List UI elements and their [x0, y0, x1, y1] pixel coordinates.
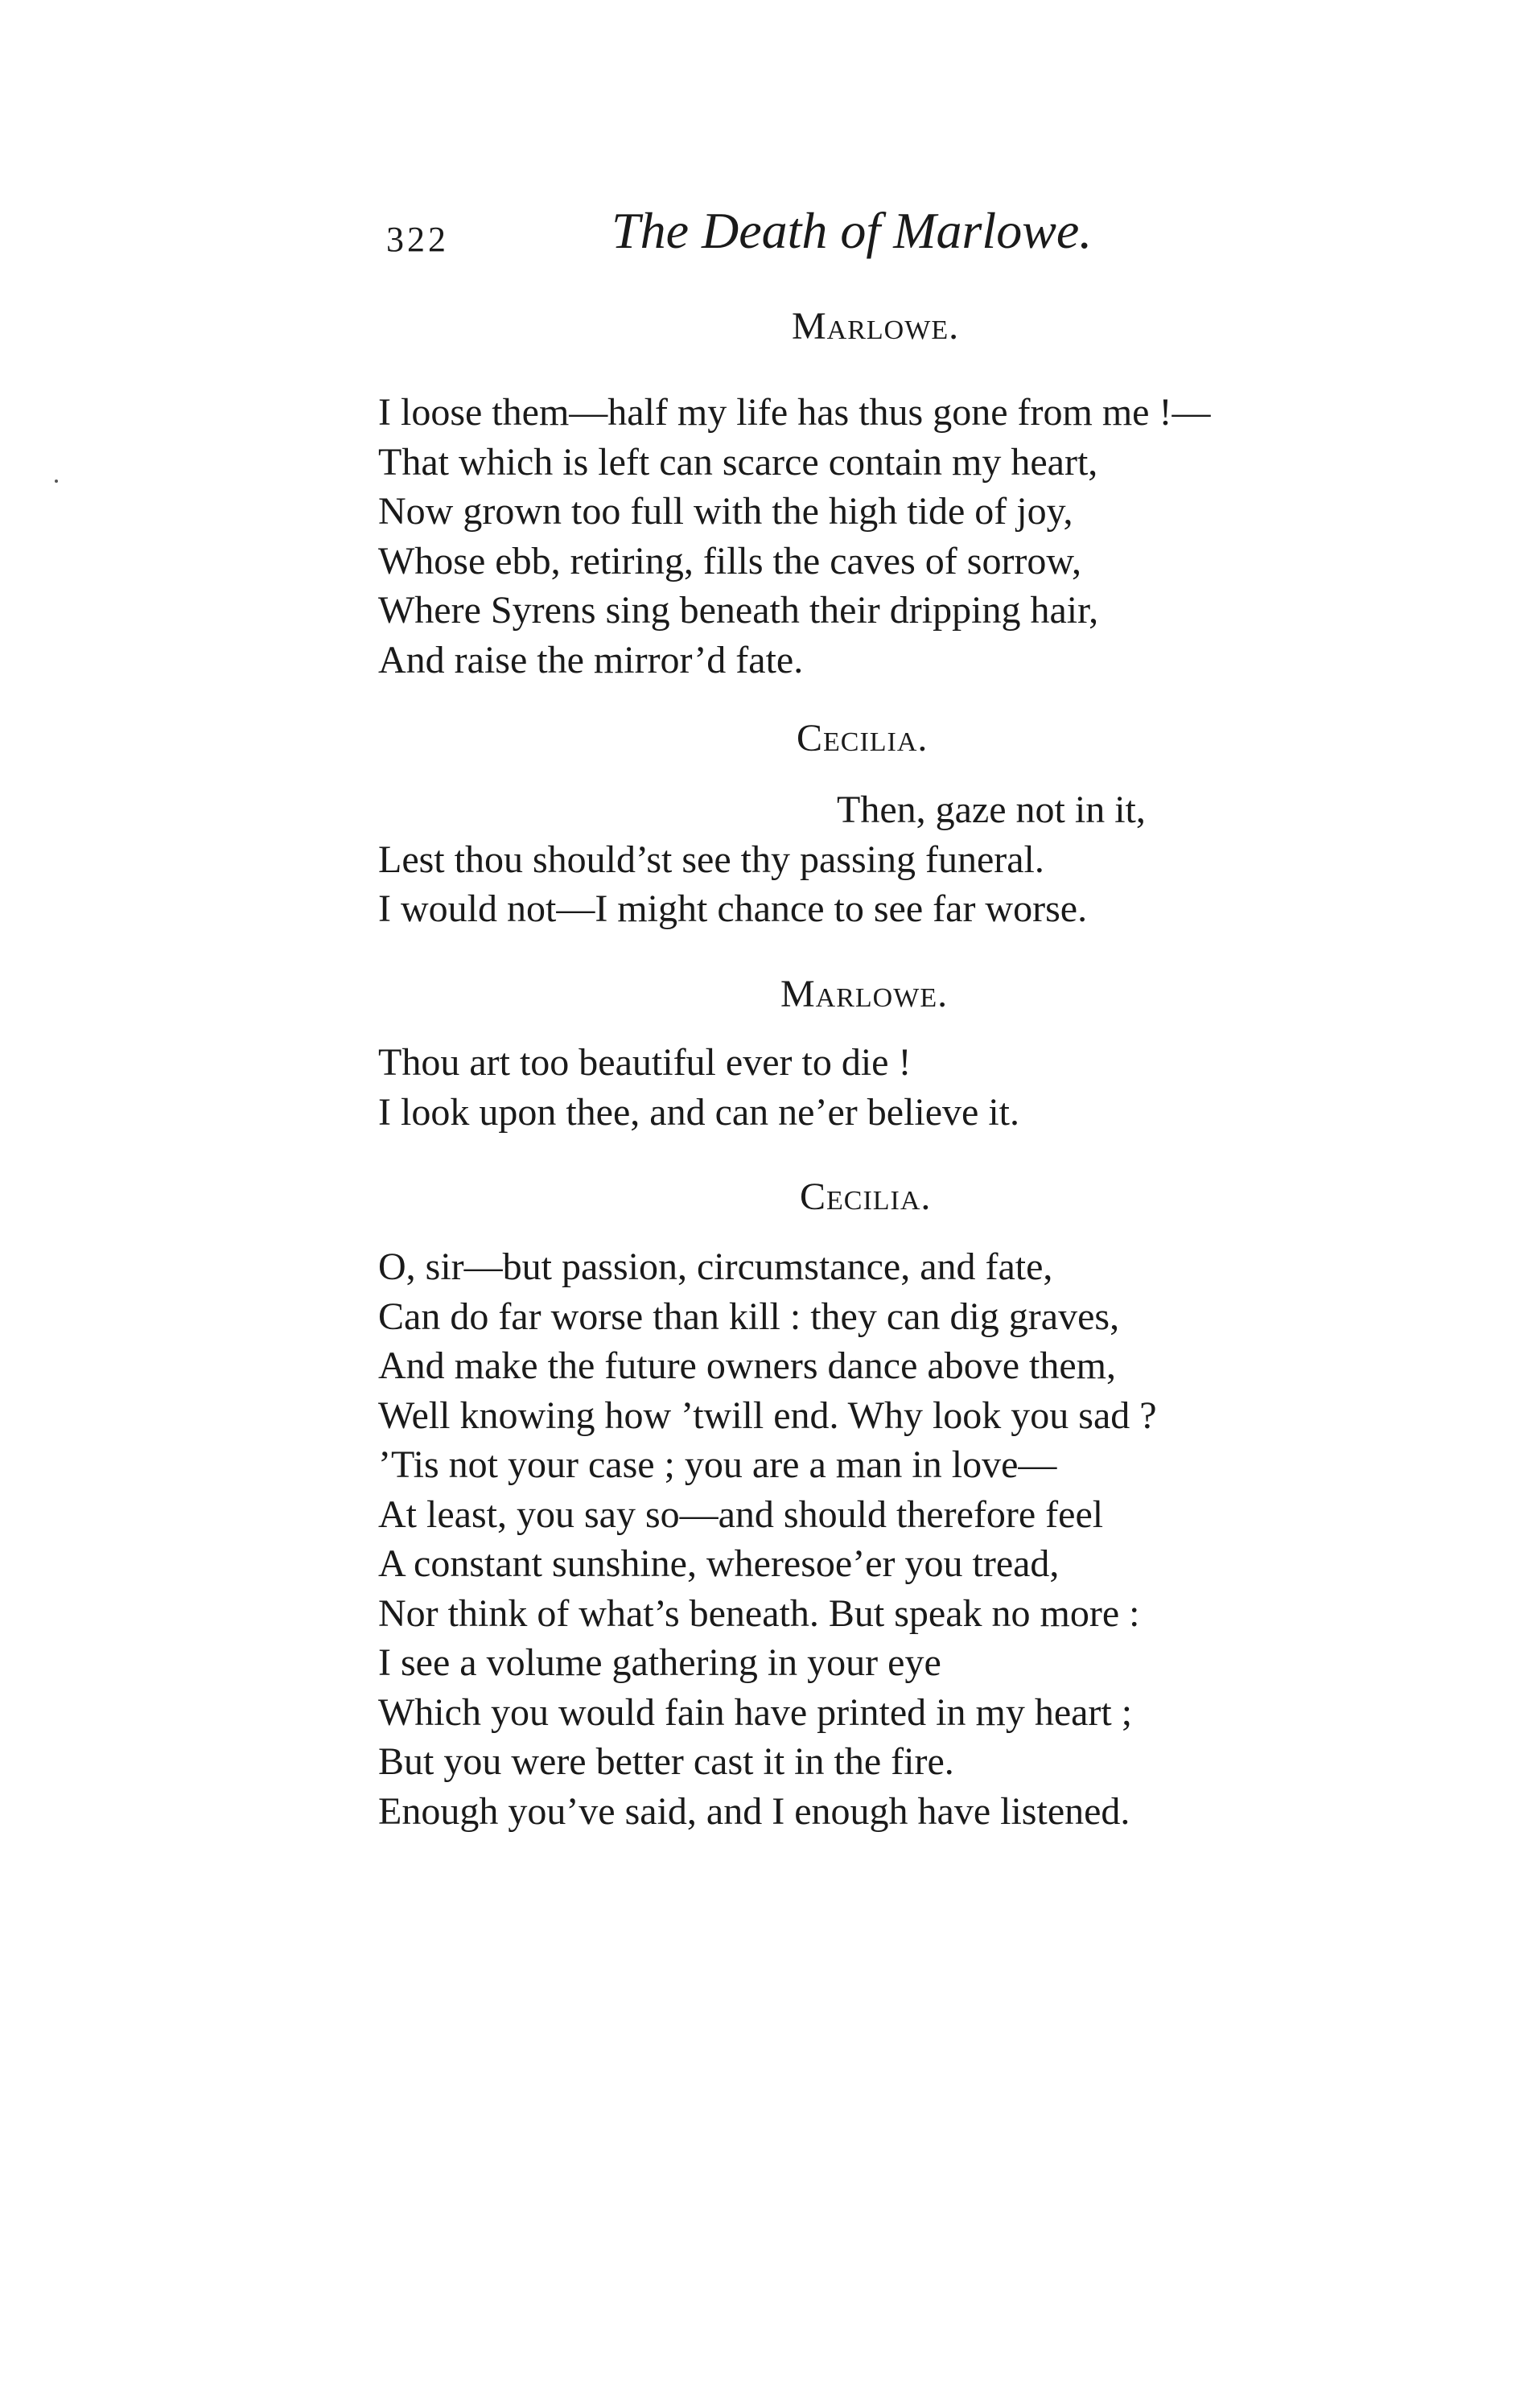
- speaker-heading: Marlowe.: [792, 305, 960, 348]
- verse-line: At least, you say so—and should therefore feel: [378, 1492, 1104, 1536]
- verse-line: Enough you’ve said, and I enough have listened.: [378, 1789, 1130, 1833]
- speaker-heading: Cecilia.: [800, 1175, 932, 1218]
- verse-line: And raise the mirror’d fate.: [378, 638, 804, 681]
- verse-line: Where Syrens sing beneath their dripping hair,: [378, 589, 1099, 632]
- verse-line: Whose ebb, retiring, fills the caves of sorrow,: [378, 539, 1081, 583]
- verse-block: [378, 388, 1344, 685]
- verse-line: I look upon thee, and can ne’er believe it.: [378, 1090, 1020, 1134]
- verse-line: Then, gaze not in it,: [837, 788, 1146, 831]
- verse-line: ’Tis not your case ; you are a man in love—: [378, 1443, 1057, 1486]
- speaker-heading: Cecilia.: [797, 717, 929, 760]
- verse-line: And make the future owners dance above them,: [378, 1344, 1116, 1387]
- verse-block: [378, 1242, 1344, 1836]
- print-speck: [55, 480, 58, 483]
- speaker-heading: Marlowe.: [780, 973, 949, 1015]
- page-header: [386, 201, 1271, 274]
- verse-line: I loose them—half my life has thus gone from me !—: [378, 391, 1211, 434]
- verse-block: [378, 1038, 1344, 1137]
- verse-line: Which you would fain have printed in my heart ;: [378, 1690, 1133, 1734]
- verse-line: Nor think of what’s beneath. But speak no more :: [378, 1591, 1140, 1635]
- page-number: 322: [386, 220, 449, 259]
- verse-line: A constant sunshine, wheresoe’er you tread,: [378, 1542, 1060, 1585]
- verse-block: [378, 785, 1344, 934]
- verse-line: Well knowing how ’twill end. Why look you sad ?: [378, 1393, 1157, 1437]
- verse-line: I see a volume gathering in your eye: [378, 1641, 941, 1684]
- verse-line: O, sir—but passion, circumstance, and fate,: [378, 1245, 1053, 1288]
- verse-line: I would not—I might chance to see far worse.: [378, 887, 1088, 930]
- verse-line: That which is left can scarce contain my heart,: [378, 440, 1098, 484]
- running-title: The Death of Marlowe.: [611, 202, 1093, 259]
- verse-line: Thou art too beautiful ever to die !: [378, 1041, 912, 1084]
- verse-line: Now grown too full with the high tide of joy,: [378, 490, 1073, 533]
- verse-line: Lest thou should’st see thy passing funeral.: [378, 838, 1044, 881]
- verse-line: But you were better cast it in the fire.: [378, 1740, 954, 1783]
- verse-line: Can do far worse than kill : they can dig graves,: [378, 1295, 1120, 1338]
